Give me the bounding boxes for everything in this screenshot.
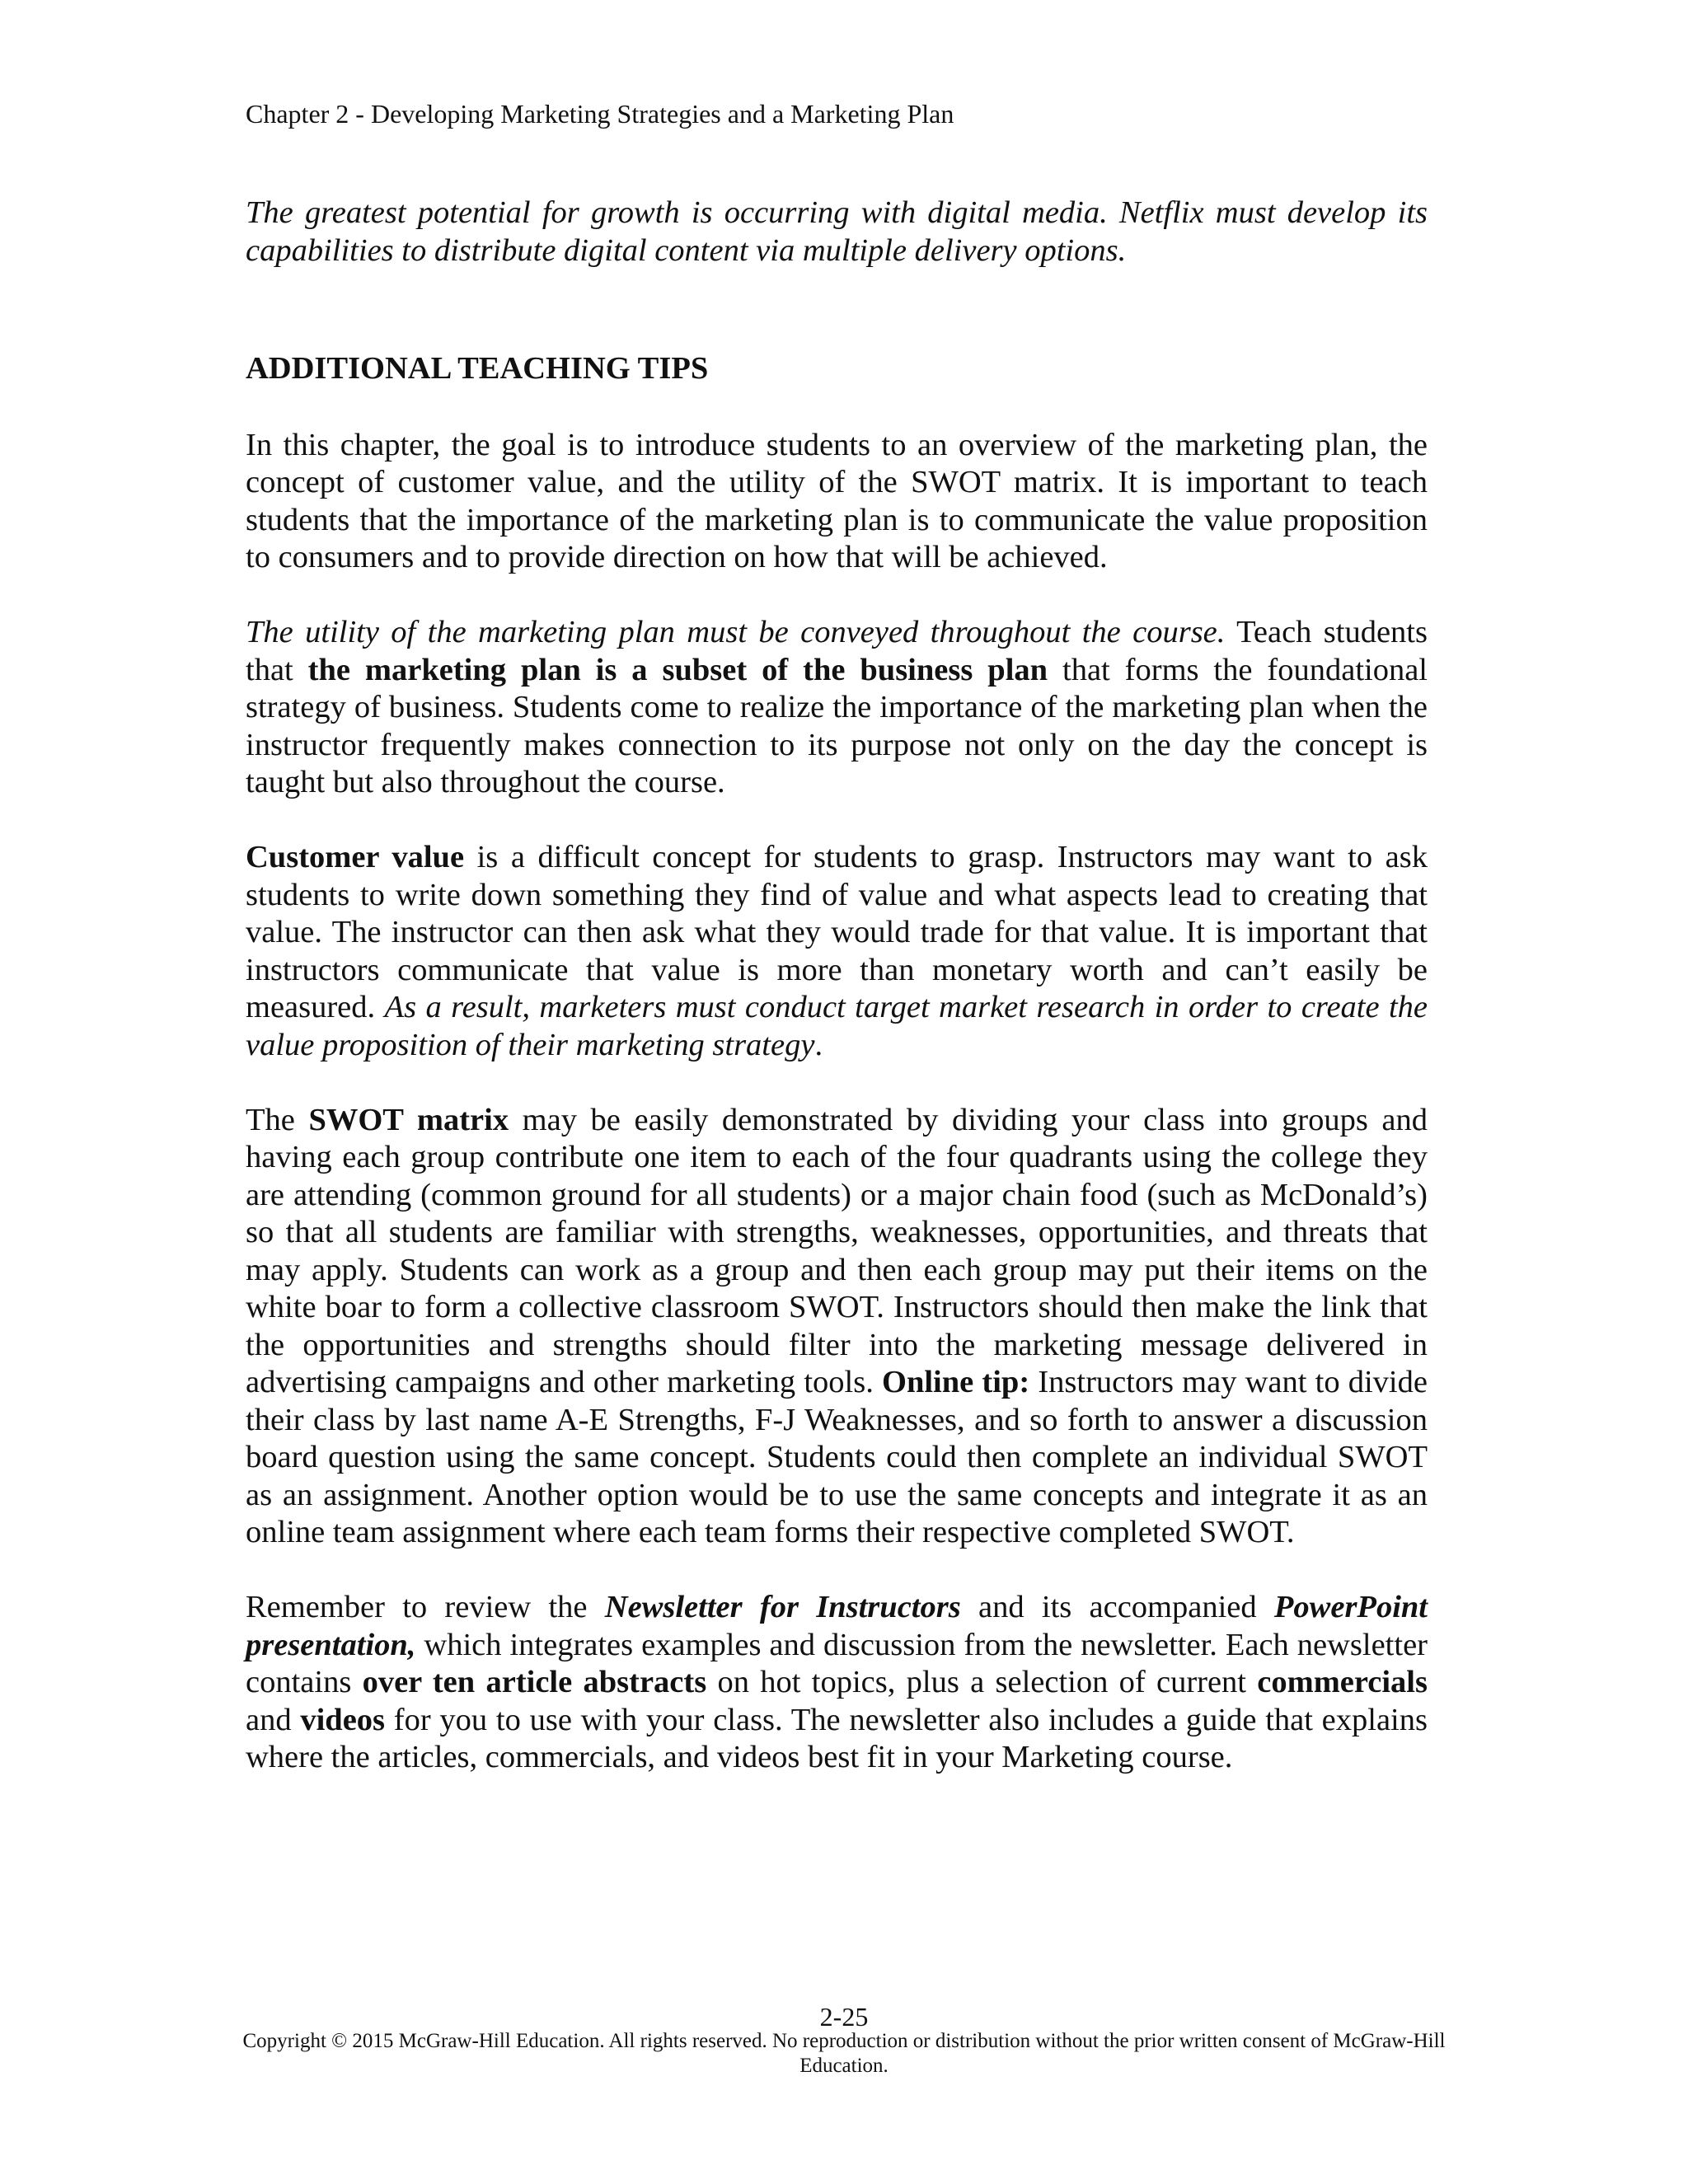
page-number: 2-25 <box>819 2002 869 2032</box>
text-run: SWOT matrix <box>308 1102 509 1137</box>
paragraph-overview <box>246 427 1428 577</box>
text-run: commercials <box>1257 1665 1428 1699</box>
intro-paragraph: The greatest potential for growth is occurring with digital media. Netflix must develop its capabilities to distribute digital content via multiple delivery options. <box>246 195 1428 268</box>
text-run: Customer value <box>246 840 465 874</box>
text-run: In this chapter, the goal is to introduce students to an overview of the marketing plan, the concept of customer value, and the utility of the SWOT matrix. It is important to teach students that the importance of the marketing plan is to communicate the value proposition to consumers and to provide direction on how that will be achieved. <box>246 427 1428 574</box>
paragraph-marketing-plan-utility <box>246 614 1428 802</box>
running-header: Chapter 2 - Developing Marketing Strategies and a Marketing Plan <box>246 99 954 129</box>
text-run: videos <box>300 1702 386 1737</box>
text-run: on hot topics, plus a selection of current <box>706 1665 1258 1699</box>
text-run: As a result, marketers must conduct target market research in order to create the value proposition of their marketing strategy <box>246 990 1428 1062</box>
text-run: Online tip: <box>882 1365 1030 1399</box>
text-run: Instructors may want to divide their class by last name A-E Strengths, F-J Weaknesses, and so forth to answer a discussion board question using the same concept. Students could then complete an individual SWOT as an assignment. Another option would be to use the same concepts and integrate it as an online team assignment where each team forms their respective completed SWOT. <box>246 1365 1428 1549</box>
text-run: . <box>814 1027 823 1062</box>
section-heading: ADDITIONAL TEACHING TIPS <box>246 351 709 386</box>
text-run: over ten article abstracts <box>362 1665 707 1699</box>
text-run: that forms the foundational strategy of business. Students come to realize the importance of the marketing plan when the instructor frequently makes connection to its purpose not only on the day the concept is taught but also throughout the course. <box>246 652 1428 799</box>
text-run: Remember to review the <box>246 1590 605 1624</box>
text-run: which integrates examples and discussion from the newsletter. Each newsletter contains <box>246 1627 1428 1699</box>
text-run: The <box>246 1102 309 1137</box>
text-run: may be easily demonstrated by dividing your class into groups and having each group contribute one item to each of the four quadrants using the college they are attending (common ground for all students) or a major chain food (such as McDonald’s) so that all students are familiar with strengths, weaknesses, opportunities, and threats that may apply. Students can work as a group and then each group may put their items on the white boar to form a collective classroom SWOT. Instructors should then make the link that the opportunities and strengths should filter into the marketing message delivered in advertising campaigns and other marketing tools. <box>246 1102 1428 1399</box>
paragraph-swot-matrix <box>246 1102 1428 1552</box>
text-run: the marketing plan is a subset of the business plan <box>307 652 1048 687</box>
text-run: PowerPoint presentation, <box>246 1590 1428 1662</box>
text-run: Newsletter for Instructors <box>604 1590 961 1624</box>
paragraph-customer-value <box>246 839 1428 1064</box>
text-run: The utility of the marketing plan must be conveyed throughout the course. <box>246 615 1226 649</box>
text-run: is a difficult concept for students to grasp. Instructors may want to ask students to write down something they find of value and what aspects lead to creating that value. The instructor can then ask what they would trade for that value. It is important that instructors communicate that value is more than monetary worth and can’t easily be measured. <box>246 840 1428 1024</box>
text-run: for you to use with your class. The newsletter also includes a guide that explains where the articles, commercials, and videos best fit in your Marketing course. <box>246 1702 1428 1774</box>
text-run: and <box>246 1702 301 1737</box>
copyright-notice: Copyright © 2015 McGraw-Hill Education. All rights reserved. No reproduction or distribution without the prior written consent of McGraw-Hill Education. <box>242 2030 1446 2077</box>
paragraph-newsletter <box>246 1589 1428 1777</box>
text-run: and its accompanied <box>960 1590 1274 1624</box>
text-run: Teach students that <box>246 615 1428 687</box>
page-content <box>246 194 1428 1777</box>
